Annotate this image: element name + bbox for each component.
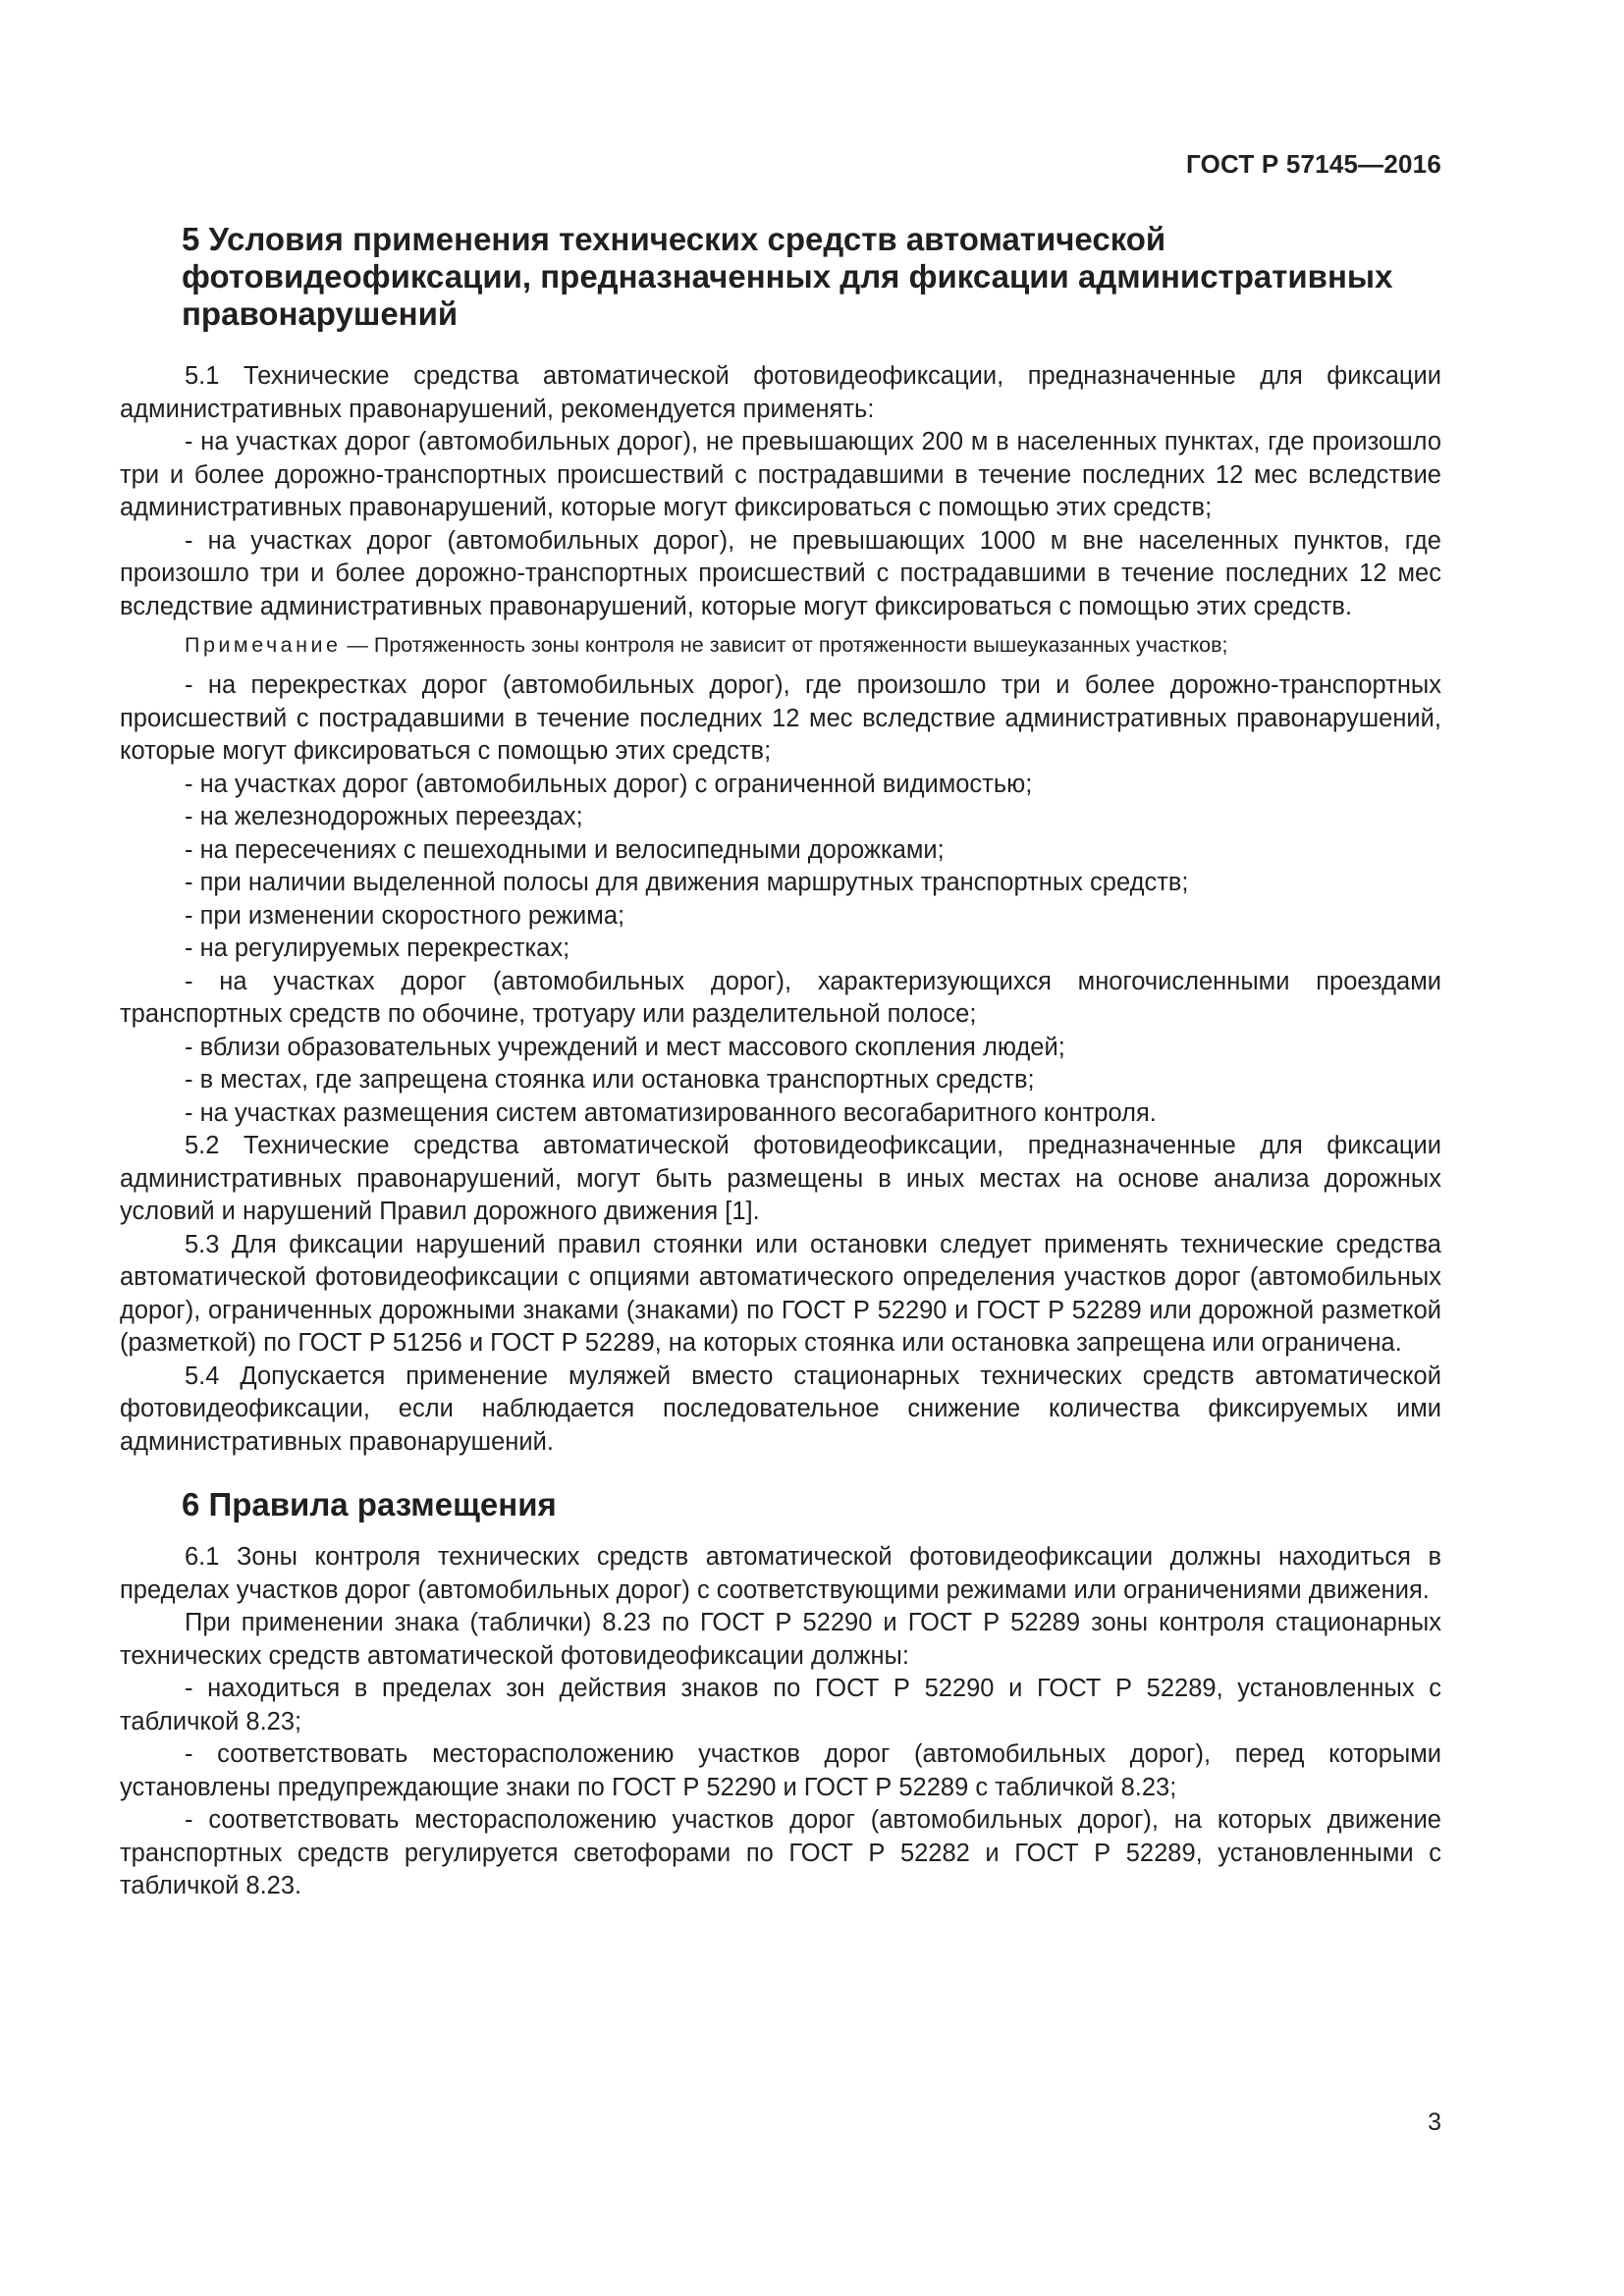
list-item: - на участках дорог (автомобильных дорог), не превышающих 1000 м вне населенных пунктов, где произошло три и более дорожно-транспортных происшествий с пострадавшими в течение последних 12 мес вследствие административных правонарушений, которые могут фиксироваться с помощью этих средств. — [120, 526, 1441, 620]
list-item: - на железнодорожных переездах; — [185, 803, 583, 830]
list-item: - на пересечениях с пешеходными и велосипедными дорожками; — [185, 835, 945, 864]
list-item: - на участках дорог (автомобильных дорог) с ограниченной видимостью; — [185, 770, 1033, 798]
document-body — [120, 221, 1441, 1903]
paragraph-5-3: 5.3 Для фиксации нарушений правил стоянки или остановки следует применять технические средства автоматической фотовидеофиксации с опциями автоматического определения участков дорог (автомобильных дорог), ограниченных дорожными знаками (знаками) по ГОСТ Р 52290 и ГОСТ Р 52289 или дорожной разметкой (разметкой) по ГОСТ Р 51256 и ГОСТ Р 52289, на которых стоянка или остановка запрещена или ограничена. — [120, 1230, 1441, 1357]
section-5-heading: 5 Условия применения технических средств автоматической фотовидеофиксации, предназначенных для фиксации административных правонарушений — [182, 221, 1393, 332]
paragraph-5-4: 5.4 Допускается применение муляжей вместо стационарных технических средств автоматической фотовидеофиксации, если наблюдается последовательное снижение количества фиксируемых ими административных правонарушений. — [120, 1362, 1441, 1456]
paragraph-6-1: 6.1 Зоны контроля технических средств автоматической фотовидеофиксации должны находиться в пределах участков дорог (автомобильных дорог) с соответствующими режимами или ограничениями движения. — [120, 1543, 1441, 1604]
list-item: - на участках размещения систем автоматизированного весогабаритного контроля. — [185, 1098, 1157, 1127]
list-item: - на участках дорог (автомобильных дорог), не превышающих 200 м в населенных пунктах, где произошло три и более дорожно-транспортных происшествий с пострадавшими в течение последних 12 мес вследствие административных правонарушений, которые могут фиксироваться с помощью этих средств; — [120, 428, 1441, 521]
list-item: - при наличии выделенной полосы для движения маршрутных транспортных средств; — [185, 869, 1189, 896]
list-item: - при изменении скоростного режима; — [185, 901, 625, 930]
list-item: - соответствовать месторасположению участков дорог (автомобильных дорог), перед которыми установлены предупреждающие знаки по ГОСТ Р 52290 и ГОСТ Р 52289 с табличкой 8.23; — [120, 1740, 1441, 1801]
list-item: - вблизи образовательных учреждений и мест массового скопления людей; — [185, 1033, 1065, 1061]
list-item: - в местах, где запрещена стоянка или остановка транспортных средств; — [185, 1066, 1035, 1094]
paragraph-5-1: 5.1 Технические средства автоматической фотовидеофиксации, предназначенные для фиксации административных правонарушений, рекомендуется применять: — [120, 362, 1441, 423]
note — [120, 629, 1441, 662]
list-item: - на регулируемых перекрестках; — [185, 934, 570, 962]
list-item: - соответствовать месторасположению участков дорог (автомобильных дорог), на которых движение транспортных средств регулируется светофорами по ГОСТ Р 52282 и ГОСТ Р 52289, установленными с табличкой 8.23. — [120, 1806, 1441, 1899]
list-item: - на перекрестках дорог (автомобильных дорог), где произошло три и более дорожно-транспортных происшествий с пострадавшими в течение последних 12 мес вследствие административных правонарушений, которые могут фиксироваться с помощью этих средств; — [120, 671, 1441, 765]
list-item: - находиться в пределах зон действия знаков по ГОСТ Р 52290 и ГОСТ Р 52289, установленных с табличкой 8.23; — [120, 1675, 1441, 1735]
list-item: - на участках дорог (автомобильных дорог), характеризующихся многочисленными проездами транспортных средств по обочине, тротуару или разделительной полосе; — [120, 967, 1441, 1028]
paragraph-5-2: 5.2 Технические средства автоматической фотовидеофиксации, предназначенные для фиксации административных правонарушений, могут быть размещены в иных местах на основе анализа дорожных условий и нарушений Правил дорожного движения [1]. — [120, 1132, 1441, 1225]
page-number: 3 — [1428, 2109, 1441, 2136]
document-code-header: ГОСТ Р 57145—2016 — [1186, 149, 1441, 179]
note-text: — Протяженность зоны контроля не зависит от протяженности вышеуказанных участков; — [341, 633, 1228, 657]
section-6-heading: 6 Правила размещения — [182, 1486, 557, 1522]
note-label: Примечание — [185, 633, 342, 657]
paragraph: При применении знака (таблички) 8.23 по ГОСТ Р 52290 и ГОСТ Р 52289 зоны контроля стационарных технических средств автоматической фотовидеофиксации должны: — [120, 1609, 1441, 1670]
